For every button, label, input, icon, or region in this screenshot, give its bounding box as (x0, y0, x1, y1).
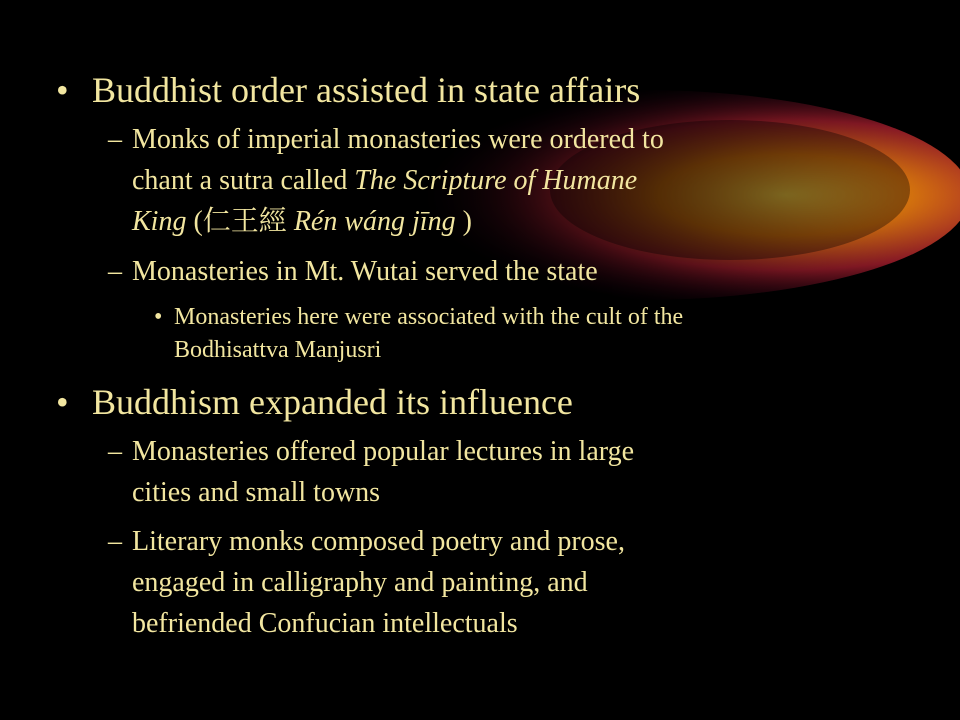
paren-close: ) (462, 206, 472, 237)
sub-1-2-1-line-1: Monasteries here were associated with the cult of the (174, 304, 684, 330)
sub-1-2-1-line-2: Bodhisattva Manjusri (174, 337, 382, 363)
sub-2-2-line-3: befriended Confucian intellectuals (132, 608, 518, 639)
sub-1-1-line-1: Monks of imperial monasteries were ordered to (132, 124, 664, 155)
sub-2-1-line-2: cities and small towns (132, 477, 381, 508)
sub-1-2-text: Monasteries in Mt. Wutai served the state (132, 256, 598, 287)
bullet-1-marker: • (56, 70, 69, 110)
sub-1-2-1-bullet: • (154, 304, 163, 330)
scripture-title-part-1: The Scripture of Humane (354, 165, 638, 196)
scripture-pinyin: Rén wáng jīng (286, 206, 463, 237)
sub-1-2-dash: – (108, 256, 122, 287)
sub-2-1-line-1: Monasteries offered popular lectures in large (132, 436, 635, 467)
bullet-1-heading: Buddhist order assisted in state affairs (92, 70, 641, 110)
sub-2-2-line-1: Literary monks composed poetry and prose, (132, 526, 625, 557)
scripture-title-part-2: King (132, 206, 187, 237)
bullet-2-marker: • (56, 382, 69, 422)
bullet-2-heading: Buddhism expanded its influence (92, 382, 573, 422)
sub-1-1-line-3 (132, 207, 472, 237)
sub-1-1-line-2 (132, 166, 637, 196)
paren-open: ( (186, 206, 203, 237)
sub-2-2-line-2: engaged in calligraphy and painting, and (132, 567, 588, 598)
sub-2-1-dash: – (108, 436, 122, 467)
sub-1-1-dash: – (108, 124, 122, 155)
sub-1-1-line-2-text: chant a sutra called (132, 165, 355, 196)
scripture-cjk-title: 仁王經 (202, 206, 287, 237)
sub-2-2-dash: – (108, 526, 122, 557)
